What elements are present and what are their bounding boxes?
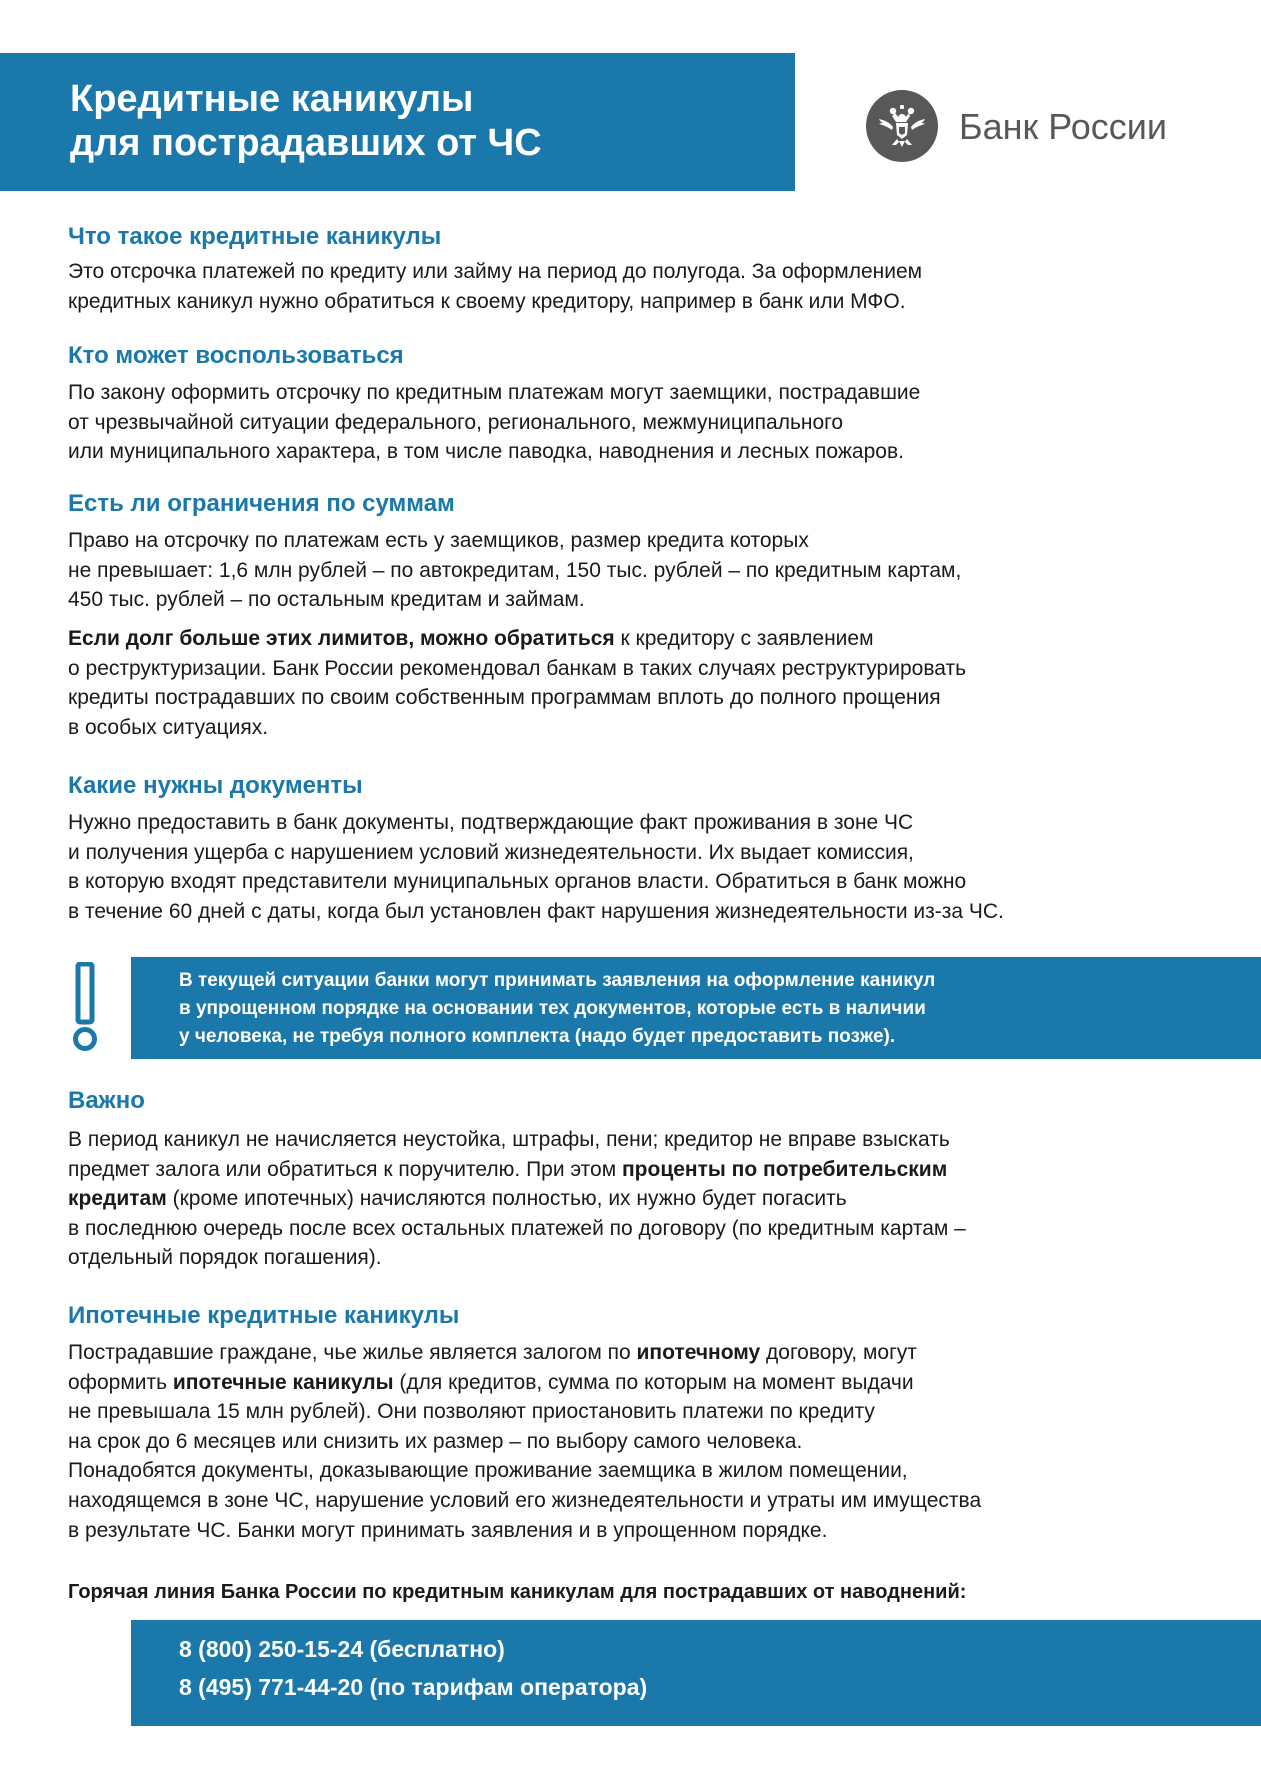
page-title-line: для пострадавших от ЧС <box>70 122 542 164</box>
text-line: кредиты пострадавших по своим собственным программам вплоть до полного прощения <box>68 686 941 710</box>
text-fragment: договору, могут <box>760 1341 917 1364</box>
text-line: По закону оформить отсрочку по кредитным платежам могут заемщики, пострадавшие <box>68 381 921 404</box>
text-fragment: предмет залога или обратиться к поручителю. При этом <box>68 1157 622 1181</box>
paragraph-mortgage <box>68 1338 981 1545</box>
paragraph-what <box>68 257 922 316</box>
bold-text: ипотечному <box>636 1341 761 1364</box>
hotline-phone-paid[interactable]: 8 (495) 771-44-20 (по тарифам оператора) <box>179 1674 648 1700</box>
text-line: кредитных каникул нужно обратиться к своему кредитору, например в банк или МФО. <box>68 289 906 313</box>
section-title-important: Важно <box>68 1087 145 1114</box>
bold-text: проценты по потребительским <box>622 1157 948 1181</box>
text-line: на срок до 6 месяцев или снизить их размер – по выбору самого человека. <box>68 1429 803 1453</box>
page-title <box>70 77 795 165</box>
text-line: отдельный порядок погашения). <box>68 1246 382 1270</box>
paragraph-limits <box>68 526 961 615</box>
page-title-line: Кредитные каникулы <box>70 78 474 120</box>
bold-text: кредитам <box>68 1187 167 1211</box>
text-line <box>68 1338 981 1368</box>
bank-of-russia-logo <box>866 88 1196 164</box>
text-line <box>68 1155 966 1185</box>
section-title-what: Что такое кредитные каникулы <box>68 223 442 250</box>
paragraph-documents <box>68 808 1004 926</box>
text-line: и получения ущерба с нарушением условий жизнедеятельности. Их выдает комиссия, <box>68 840 914 864</box>
text-line <box>68 624 966 654</box>
text-line: в последнюю очередь после всех остальных платежей по договору (по кредитным картам – <box>68 1216 966 1240</box>
section-title-limits: Есть ли ограничения по суммам <box>68 490 455 517</box>
bold-text: ипотечные каникулы <box>172 1370 394 1394</box>
text-line: от чрезвычайной ситуации федерального, регионального, межмуниципального <box>68 410 844 434</box>
text-fragment: Пострадавшие граждане, чье жилье является залогом по <box>68 1341 637 1364</box>
text-fragment: (для кредитов, сумма по которым на момент выдачи <box>393 1370 914 1394</box>
text-line: Право на отсрочку по платежам есть у заемщиков, размер кредита которых <box>68 529 809 552</box>
notice-line: в упрощенном порядке на основании тех документов, которые есть в наличии <box>179 998 926 1019</box>
text-line: не превышает: 1,6 млн рублей – по автокредитам, 150 тыс. рублей – по кредитным картам, <box>68 558 962 582</box>
text-fragment: к кредитору с заявлением <box>614 627 874 650</box>
text-line: в которую входят представители муниципальных органов власти. Обратиться в банк можно <box>68 870 967 894</box>
text-line: 450 тыс. рублей – по остальным кредитам и займам. <box>68 588 585 612</box>
text-line: Понадобятся документы, доказывающие проживание заемщика в жилом помещении, <box>68 1459 908 1483</box>
bank-name: Банк России <box>959 106 1167 147</box>
text-line: в особых ситуациях. <box>68 715 269 739</box>
text-line <box>68 1368 981 1398</box>
text-line: Это отсрочка платежей по кредиту или займу на период до полугода. За оформлением <box>68 260 923 283</box>
notice-line: у человека, не требуя полного комплекта (надо будет предоставить позже). <box>179 1026 896 1047</box>
section-title-who: Кто может воспользоваться <box>68 342 404 369</box>
text-fragment: (кроме ипотечных) начисляются полностью, их нужно будет погасить <box>166 1187 847 1211</box>
text-line: или муниципального характера, в том числе паводка, наводнения и лесных пожаров. <box>68 440 904 464</box>
text-line: Нужно предоставить в банк документы, подтверждающие факт проживания в зоне ЧС <box>68 811 914 834</box>
paragraph-important <box>68 1125 966 1273</box>
text-line: находящемся в зоне ЧС, нарушение условий его жизнедеятельности и утраты им имущества <box>68 1488 982 1512</box>
hotline-phones-box <box>131 1620 1261 1726</box>
notice-box <box>131 957 1261 1059</box>
double-headed-eagle-icon <box>866 90 938 162</box>
text-line: о реструктуризации. Банк России рекомендовал банкам в таких случаях реструктурировать <box>68 656 967 680</box>
section-title-documents: Какие нужны документы <box>68 772 363 799</box>
header-banner <box>0 53 795 191</box>
text-line: В период каникул не начисляется неустойка, штрафы, пени; кредитор не вправе взыскать <box>68 1128 950 1151</box>
section-title-mortgage: Ипотечные кредитные каникулы <box>68 1302 460 1329</box>
text-line: в течение 60 дней с даты, когда был установлен факт нарушения жизнедеятельности из-за ЧС. <box>68 899 1004 923</box>
hotline-title: Горячая линия Банка России по кредитным каникулам для пострадавших от наводнений: <box>68 1581 967 1603</box>
paragraph-who <box>68 378 920 467</box>
text-line: не превышала 15 млн рублей). Они позволяют приостановить платежи по кредиту <box>68 1400 875 1424</box>
text-line <box>68 1184 966 1214</box>
bold-text: Если долг больше этих лимитов, можно обратиться <box>68 627 615 650</box>
notice-line: В текущей ситуации банки могут принимать заявления на оформление каникул <box>179 970 936 991</box>
exclamation-icon <box>60 962 110 1052</box>
paragraph-restructuring <box>68 624 966 742</box>
text-fragment: оформить <box>68 1370 173 1394</box>
hotline-phone-free[interactable]: 8 (800) 250-15-24 (бесплатно) <box>179 1636 505 1662</box>
text-line: в результате ЧС. Банки могут принимать заявления и в упрощенном порядке. <box>68 1518 828 1542</box>
